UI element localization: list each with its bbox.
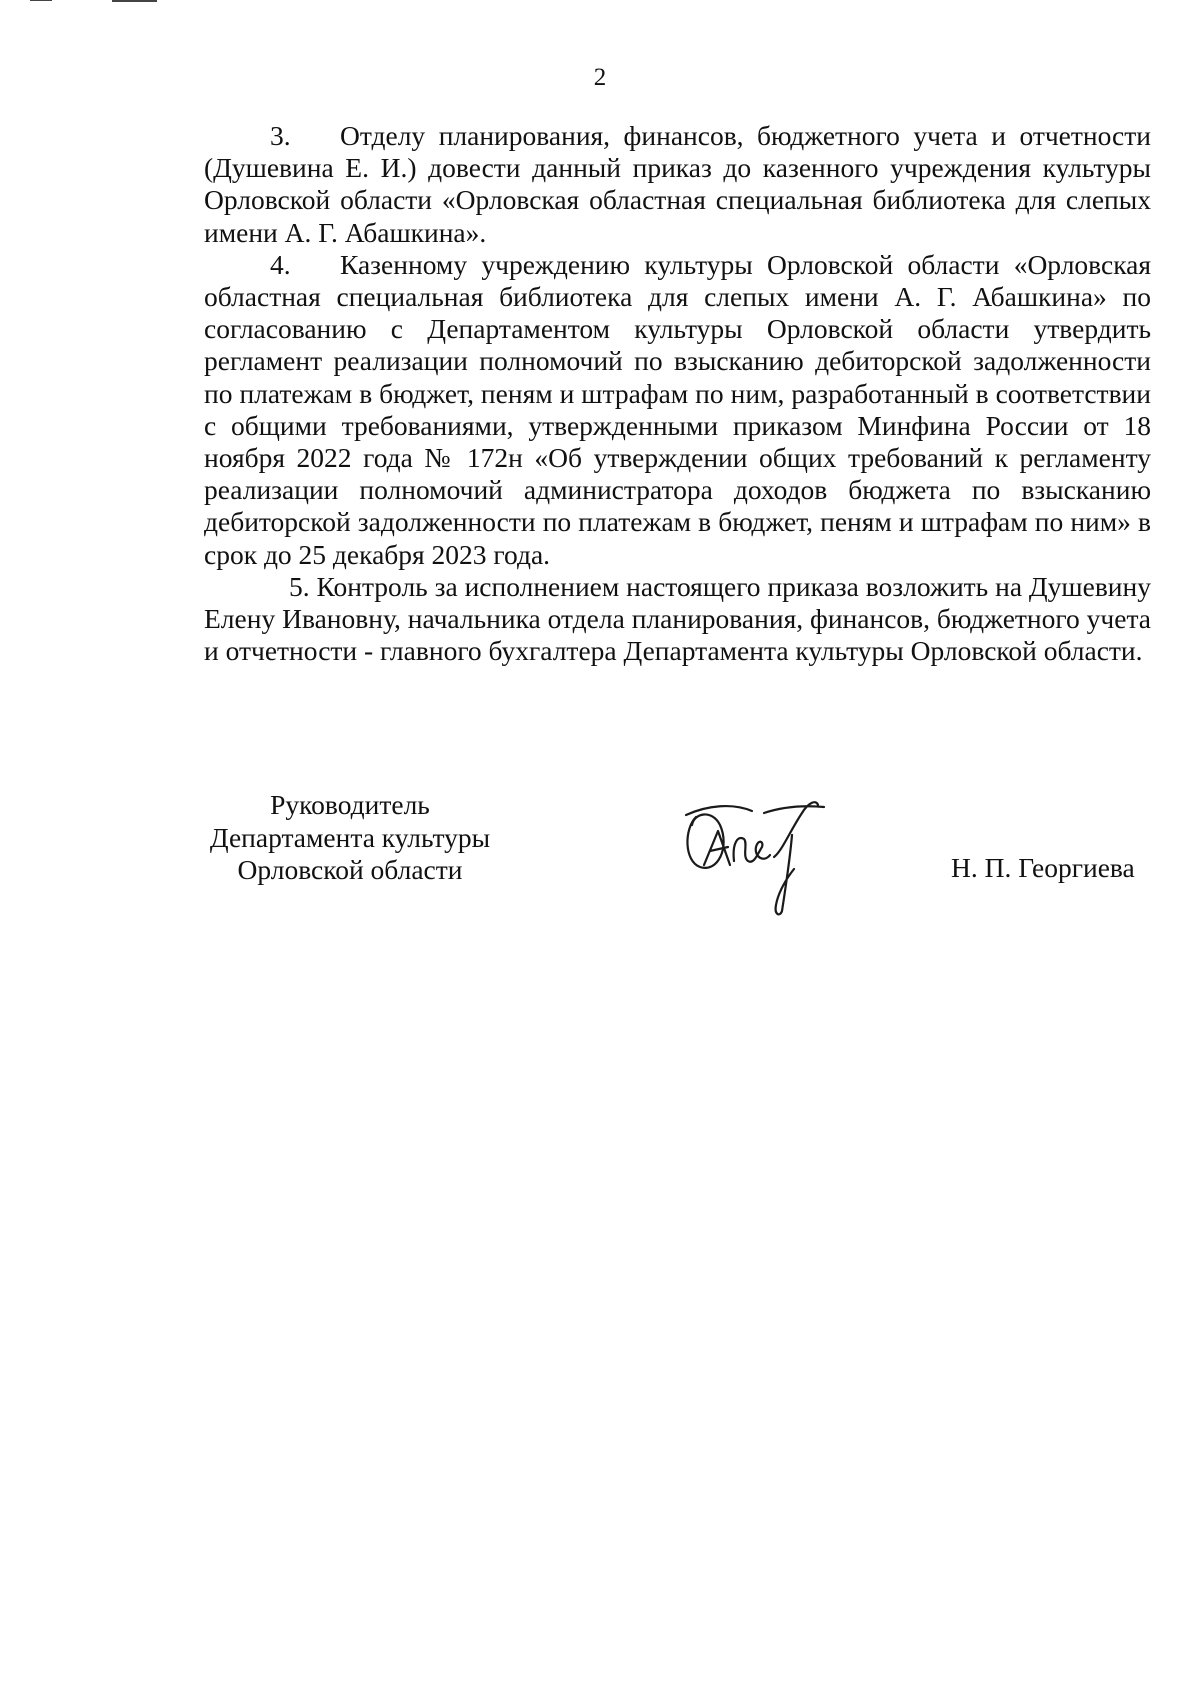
paragraph-4 <box>204 249 1151 571</box>
signer-name: Н. П. Георгиева <box>951 852 1135 883</box>
document-body <box>204 120 1151 667</box>
paragraph-number: 3. <box>270 120 291 151</box>
handwritten-signature-icon <box>678 795 838 920</box>
signatory-title-line: Руководитель <box>270 789 430 820</box>
paragraph-number: 4. <box>270 248 291 280</box>
paragraph-text: Казенному учреждению культуры Орловской области «Орловская областная специальная библиотека для слепых имени А. Г. Абашкина» по согласованию с Департаментом культуры Орловской области утвердить регламент реализации полномочий по взысканию дебиторской задолженности по платежам в бюджет, пеням и штрафам по ним, разработанный в соответствии с общими требованиями, утвержденными приказом Минфина России от 18 ноября 2022 года № 172н «Об утверждении общих требований к регламенту реализации полномочий администратора доходов бюджета по взысканию дебиторской задолженности по платежам в бюджет, пеням и штрафам по ним» в срок до 25 декабря 2023 года. <box>204 248 1151 570</box>
paragraph-5 <box>204 571 1151 668</box>
signatory-title-line: Орловской области <box>237 854 463 885</box>
signatory-title <box>170 789 530 887</box>
scan-artifact <box>30 0 52 1</box>
page-number: 2 <box>593 64 607 91</box>
paragraph-text: Отделу планирования, финансов, бюджетного учета и отчетности (Душевина Е. И.) довести данный приказ до казенного учреждения культуры Орловской области «Орловская областная специальная библиотека для слепых имени А. Г. Абашкина». <box>204 120 1151 248</box>
paragraph-3 <box>204 120 1151 249</box>
scan-artifact <box>112 0 157 2</box>
signatory-title-line: Департамента культуры <box>209 821 491 853</box>
paragraph-text: 5. Контроль за исполнением настоящего приказа возложить на Душевину Елену Ивановну, начальника отдела планирования, финансов, бюджетного учета и отчетности - главного бухгалтера Департамента культуры Орловской области. <box>204 570 1151 667</box>
